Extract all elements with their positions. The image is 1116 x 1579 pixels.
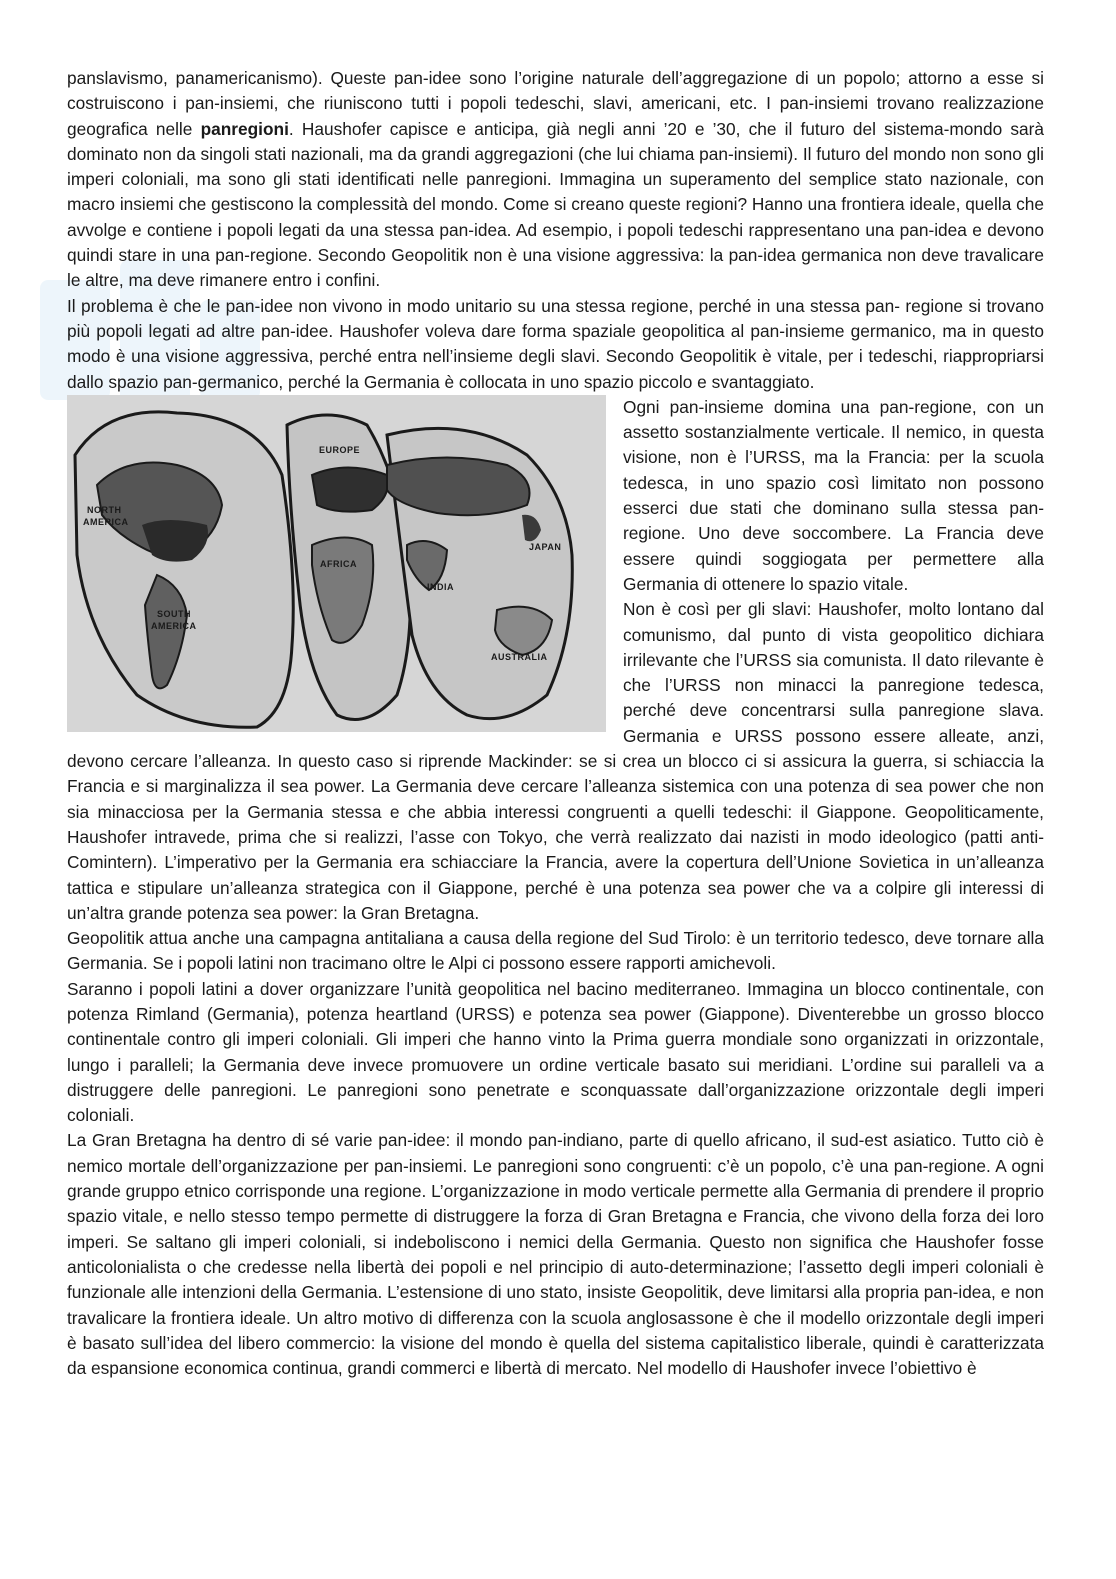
map-label-north-america-2: AMERICA xyxy=(83,516,129,527)
map-label-south-america-1: SOUTH xyxy=(157,608,191,619)
document-body xyxy=(67,66,1044,1381)
paragraph-6: Saranno i popoli latini a dover organizzare l’unità geopolitica nel bacino mediterraneo. Immagina un blocco continentale, con potenza Rimland (Germania), potenza heartland (URSS) e potenza sea power (Giappone). Diventerebbe un grosso blocco continentale contro gli imperi coloniali. Gli imperi che hanno vinto la Prima guerra mondiale sono organizzati in orizzontale, lungo i paralleli; la Germania deve invece promuovere un ordine verticale basato sui meridiani. L’ordine sui paralleli va a distruggere delle panregioni. Le panregioni sono penetrate e sconquassate dall’organizzazione orizzontale degli imperi coloniali. xyxy=(67,978,1044,1126)
panregions-map-figure xyxy=(67,395,606,732)
map-label-north-america-1: NORTH xyxy=(87,504,122,515)
map-label-japan: JAPAN xyxy=(529,541,562,552)
paragraph-4: Non è così per gli slavi: Haushofer, molto lontano dal comunismo, dal punto di vista geopolitico dichiara irrilevante che l’URSS sia comunista. Il dato rilevante è che l’URSS non minacci la panregione tedesca, perché deve concentrarsi sulla panregione slava. Germania e URSS possono essere alleate, anzi, devono cercare l’alleanza. In questo caso si riprende Mackinder: se si crea un blocco ci si assicura la guerra, si schiaccia la Francia e si marginalizza il sea power. La Germania deve cercare l’alleanza sistemica con una potenza di sea power che non sia minacciosa per la Germania stessa e che abbia interessi congruenti a quelli tedeschi: il Giappone. Geopoliticamente, Haushofer intravede, prima che si realizzi, l’asse con Tokyo, che verrà realizzato dai nazisti in modo ideologico (patti anti-Comintern). L’imperativo per la Germania era schiacciare la Francia, avere la copertura dell’Unione Sovietica in un’alleanza tattica e stipulare un’alleanza strategica con il Giappone, perché è una potenza sea power che va a colpire gli interessi di un’altra grande potenza sea power: la Gran Bretagna. xyxy=(67,599,1044,923)
keyword-panregioni: panregioni xyxy=(200,118,289,139)
paragraph-2: Il problema è che le pan-idee non vivono in modo unitario su una stessa regione, perché in una stessa pan- regione si trovano più popoli legati ad altre pan-idee. Haushofer voleva dare forma spaziale geopolitica al pan-insieme germanico, ma in questo modo è una visione aggressiva, perché entra nell’insieme degli slavi. Secondo Geopolitik è vitale, per i tedeschi, riappropriarsi dallo spazio pan-germanico, perché la Germania è collocata in uno spazio piccolo e svantaggiato. xyxy=(67,295,1044,392)
map-label-australia: AUSTRALIA xyxy=(491,651,548,662)
paragraph-5: Geopolitik attua anche una campagna antitaliana a causa della regione del Sud Tirolo: è un territorio tedesco, deve tornare alla Germania. Se i popoli latini non tracimano oltre le Alpi ci possono essere rapporti amichevoli. xyxy=(67,928,1044,974)
map-label-europe: EUROPE xyxy=(319,444,361,455)
map-label-south-america-2: AMERICA xyxy=(151,620,197,631)
panregions-world-map xyxy=(67,395,606,732)
paragraph-3: Ogni pan-insieme domina una pan-regione, con un assetto sostanzialmente verticale. Il nemico, in questa visione, non è l’URSS, ma la Francia: per la scuola tedesca, in uno spazio così limitato non possono esserci due stati che dominano sulla stessa pan-regione. Uno deve soccombere. La Francia deve essere quindi soggiogata per permettere alla Germania di ottenere lo spazio vitale. xyxy=(623,396,1044,594)
map-label-india: INDIA xyxy=(427,581,454,592)
paragraph-7: La Gran Bretagna ha dentro di sé varie pan-idee: il mondo pan-indiano, parte di quello africano, il sud-est asiatico. Tutto ciò è nemico mortale dell’organizzazione per pan-insiemi. Le panregioni sono congruenti: c’è un popolo, c’è una pan-regione. A ogni grande gruppo etnico corrisponde una regione. L’organizzazione in modo verticale permette alla Germania di prendere il proprio spazio vitale, e nello stesso tempo permette di distruggere la forza di Gran Bretagna e Francia, che vivono della forza dei loro imperi. Se saltano gli imperi coloniali, si indeboliscono i nemici della Germania. Questo non significa che Haushofer fosse anticolonialista o che credesse nella libertà dei popoli e nel principio di auto-determinazione; l’assetto degli imperi coloniali è funzionale alle intenzioni della Germania. L’estensione di uno stato, insiste Geopolitik, deve limitarsi alla propria pan-idea, e non travalicare la frontiera ideale. Un altro motivo di differenza con la scuola anglosassone è che il modello orizzontale degli imperi è basato sull’idea del libero commercio: la visione del mondo è quella del sistema capitalistico liberale, quindi è caratterizzata da espansione economica continua, grandi commerci e libertà di mercato. Nel modello di Haushofer invece l’obiettivo è xyxy=(67,1130,1044,1379)
map-label-africa: AFRICA xyxy=(320,558,357,569)
paragraph-1-text-b: . Haushofer capisce e anticipa, già negli anni ’20 e ’30, che il futuro del sistema-mondo sarà dominato non da singoli stati nazionali, ma da grandi aggregazioni (che lui chiama pan-insiemi). Il futuro del mondo non sono gli imperi coloniali, ma sono gli stati identificati nelle panregioni. Immagina un superamento del semplice stato nazionale, con macro insiemi che gestiscono la complessità del mondo. Come si creano queste regioni? Hanno una frontiera ideale, quella che avvolge e contiene i popoli legati da una stessa pan-idea. Ad esempio, i popoli tedeschi rappresentano una pan-idea e devono quindi stare in una pan-regione. Secondo Geopolitik non è una visione aggressiva: la pan-idea germanica non deve travalicare le altre, ma deve rimanere entro i confini. xyxy=(67,118,1045,291)
paragraph-1 xyxy=(67,66,1044,294)
paragraph-1-text-a: panslavismo, panamericanismo). Queste pan-idee sono l’origine naturale dell’aggregazione di un popolo; attorno a esse si costruiscono i pan-insiemi, che riuniscono tutti i popoli tedeschi, slavi, americani, etc. I pan-insiemi trovano realizzazione geografica nelle xyxy=(67,68,1044,139)
